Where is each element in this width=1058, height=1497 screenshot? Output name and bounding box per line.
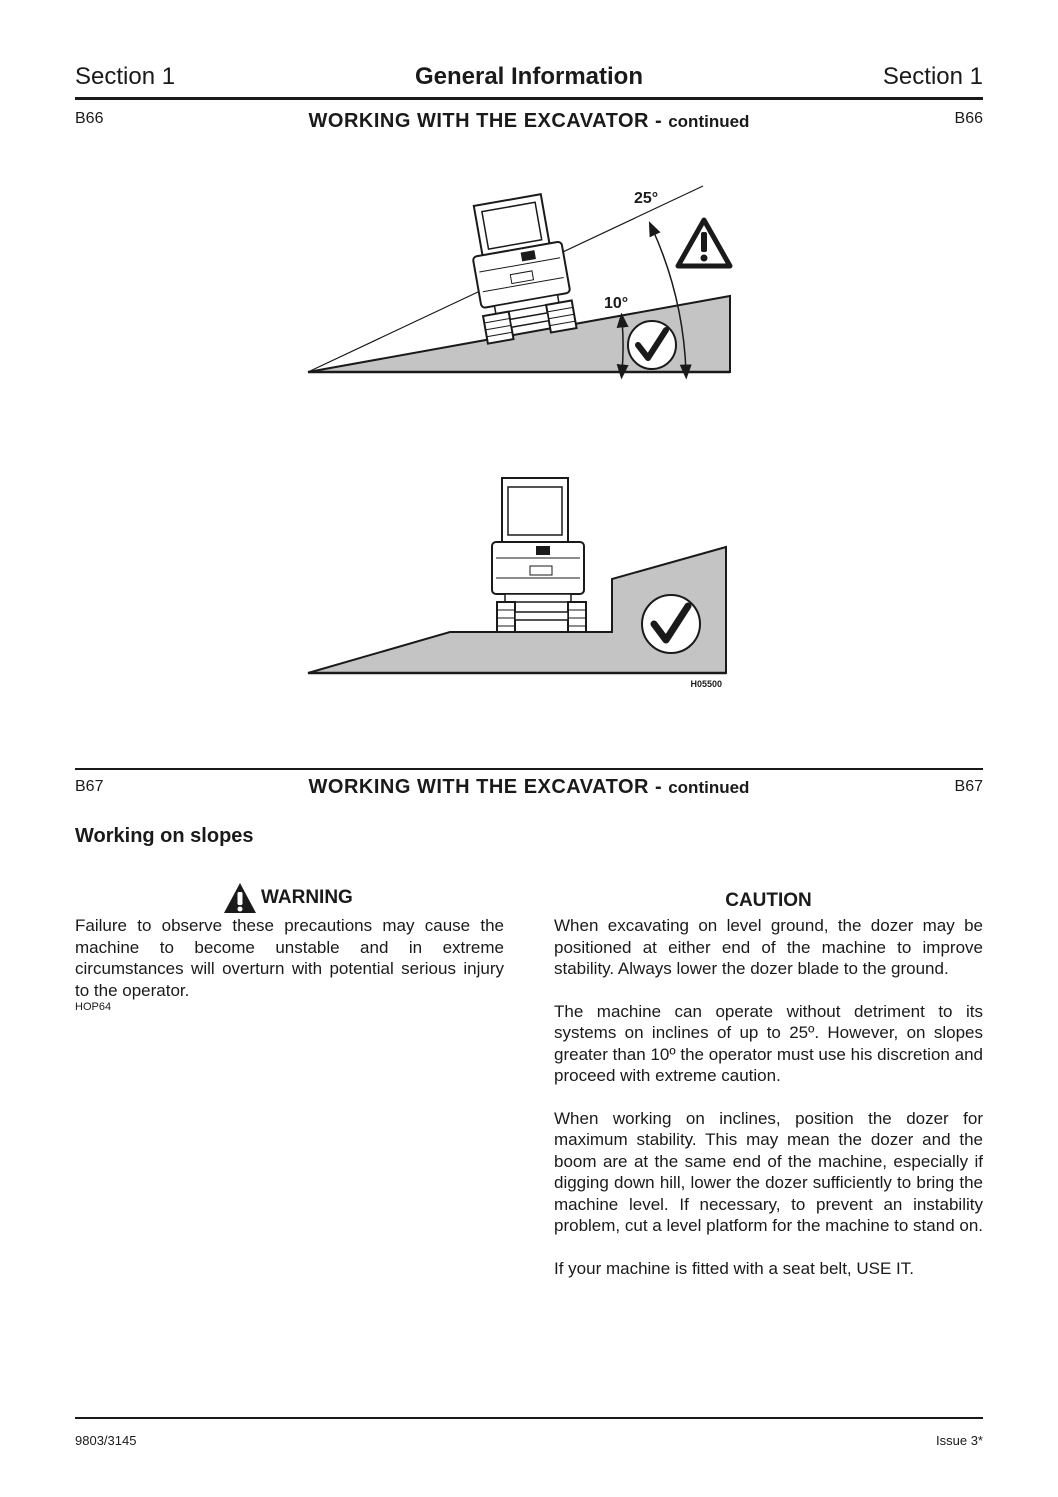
warning-text: Failure to observe these precautions may cause the machine to become unstable and in extreme circumstances will overturn with potential serious injury to the operator. (75, 916, 504, 1000)
subsection-heading: Working on slopes (75, 825, 254, 847)
section-title-b66-text: WORKING WITH THE EXCAVATOR - (308, 110, 663, 132)
warning-triangle-icon (678, 220, 730, 266)
header-section-right: Section 1 (882, 63, 983, 90)
section-title-b67-suffix: continued (668, 778, 750, 797)
slope-diagram-upper (308, 186, 730, 372)
section-title-b66-suffix: continued (668, 112, 750, 131)
ref-b67-left: B67 (75, 778, 104, 795)
divider-b67 (75, 768, 983, 770)
warning-label: WARNING (261, 887, 353, 908)
section-title-b67-text: WORKING WITH THE EXCAVATOR - (308, 776, 663, 798)
checkmark-icon (628, 321, 676, 369)
warning-triangle-icon (223, 882, 257, 914)
caution-paragraph: When excavating on level ground, the dozer may be positioned at either end of the machine to improve stability. Always lower the dozer blade to the ground. (554, 916, 983, 978)
figure-code: H05500 (690, 679, 722, 689)
angle-label-10: 10° (604, 295, 629, 312)
ref-b67-right: B67 (954, 778, 983, 795)
page-title: General Information (414, 63, 644, 90)
excavator-tilted (464, 192, 577, 344)
slope-figure (0, 0, 1058, 720)
slope-diagram-lower (308, 478, 726, 689)
caution-body (554, 915, 983, 1279)
section-title-b67 (0, 776, 1058, 799)
caution-paragraph: When working on inclines, position the dozer for maximum stability. This may mean the dozer and the boom are at the same end of the machine, especially if digging down hill, lower the dozer sufficiently to bring the machine level. If necessary, to prevent an instability problem, cut a level platform for the machine to stand on. (554, 1108, 984, 1235)
caution-label: CAUTION (725, 890, 812, 911)
ref-b66-right: B66 (954, 110, 983, 127)
caution-paragraph: If your machine is fitted with a seat belt, USE IT. (554, 1258, 914, 1278)
header-section-left: Section 1 (75, 63, 176, 90)
warning-code: HOP64 (75, 1001, 112, 1013)
ref-b66-left: B66 (75, 110, 104, 127)
warning-header (223, 880, 353, 916)
checkmark-icon (642, 595, 700, 653)
caution-paragraph: The machine can operate without detriment to its systems on inclines of up to 25º. However, on slopes greater than 10º the operator must use his discretion and proceed with extreme caution. (554, 1001, 983, 1085)
footer-rule (75, 1417, 983, 1419)
footer-doc-number: 9803/3145 (75, 1433, 137, 1448)
excavator-level (492, 478, 586, 632)
footer-issue: Issue 3* (936, 1433, 983, 1448)
angle-label-25: 25° (634, 190, 659, 207)
